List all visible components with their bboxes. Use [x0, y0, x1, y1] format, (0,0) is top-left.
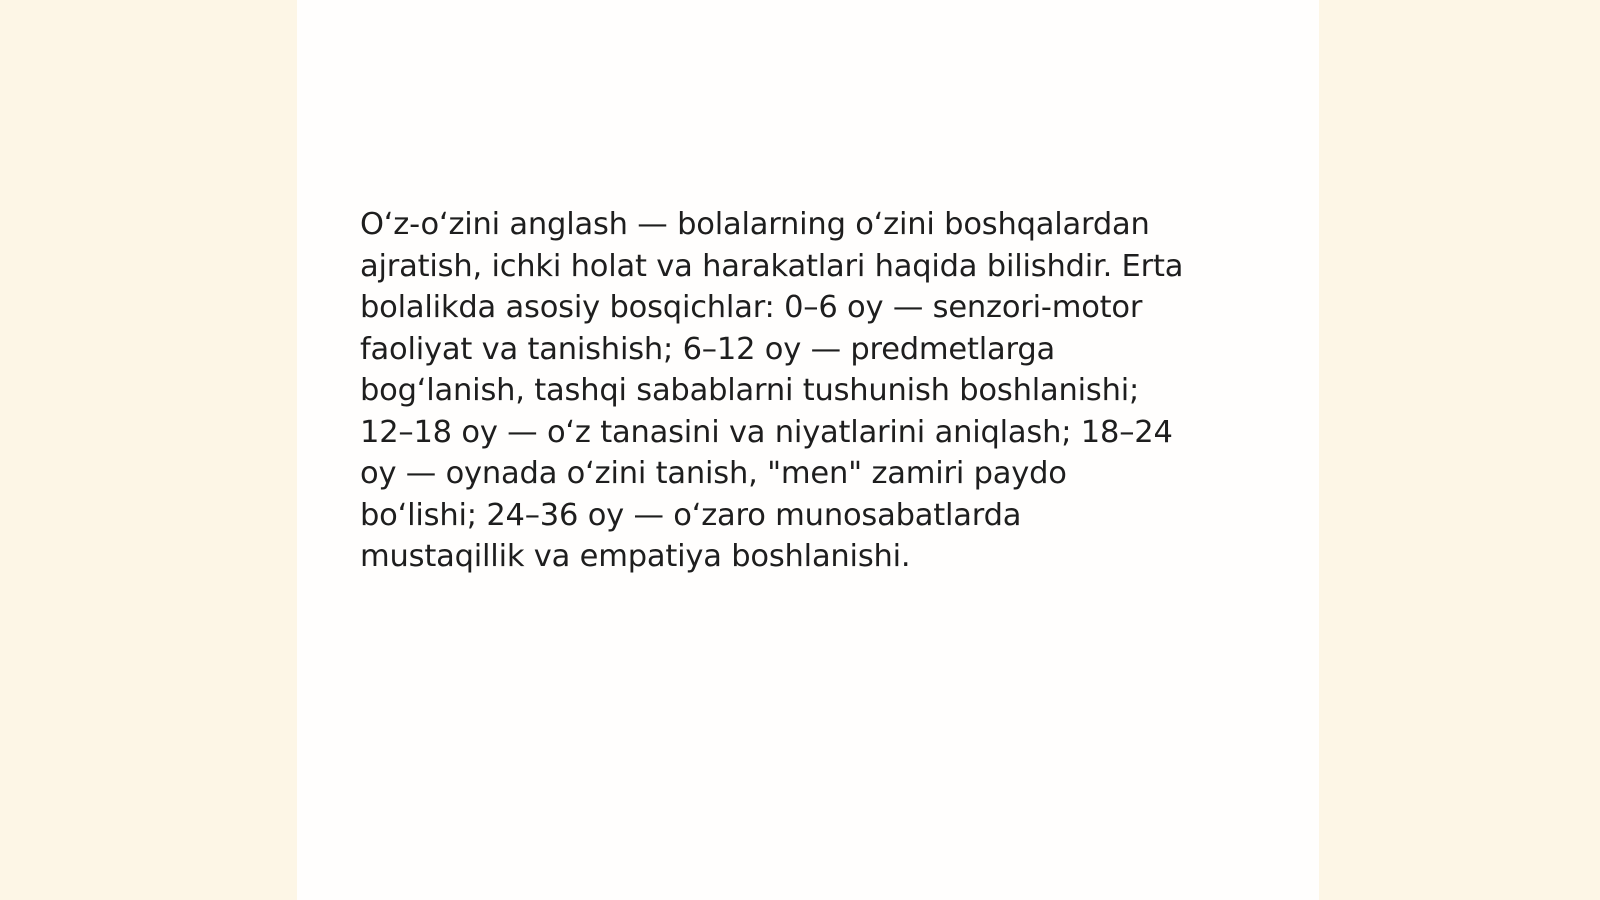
paragraph-line: faoliyat va tanishish; 6–12 oy — predmetlarga	[360, 331, 1055, 367]
paragraph-line: oy — oynada o‘zini tanish, "men" zamiri paydo	[360, 456, 1067, 491]
paragraph-line: bolalikda asosiy bosqichlar: 0–6 oy — senzori-motor	[360, 290, 1143, 325]
document-page	[297, 0, 1319, 900]
paragraph-line: bo‘lishi; 24–36 oy — o‘zaro munosabatlarda	[360, 497, 1022, 533]
paragraph-line: O‘z-o‘zini anglash — bolalarning o‘zini boshqalardan	[360, 207, 1150, 242]
paragraph-line: bog‘lanish, tashqi sabablarni tushunish boshlanishi;	[360, 373, 1140, 408]
body-paragraph	[360, 204, 1260, 578]
paragraph-line: 12–18 oy — o‘z tanasini va niyatlarini aniqlash; 18–24	[360, 414, 1173, 450]
paragraph-line: ajratish, ichki holat va harakatlari haqida bilishdir. Erta	[360, 248, 1184, 284]
paragraph-line: mustaqillik va empatiya boshlanishi.	[360, 539, 911, 574]
